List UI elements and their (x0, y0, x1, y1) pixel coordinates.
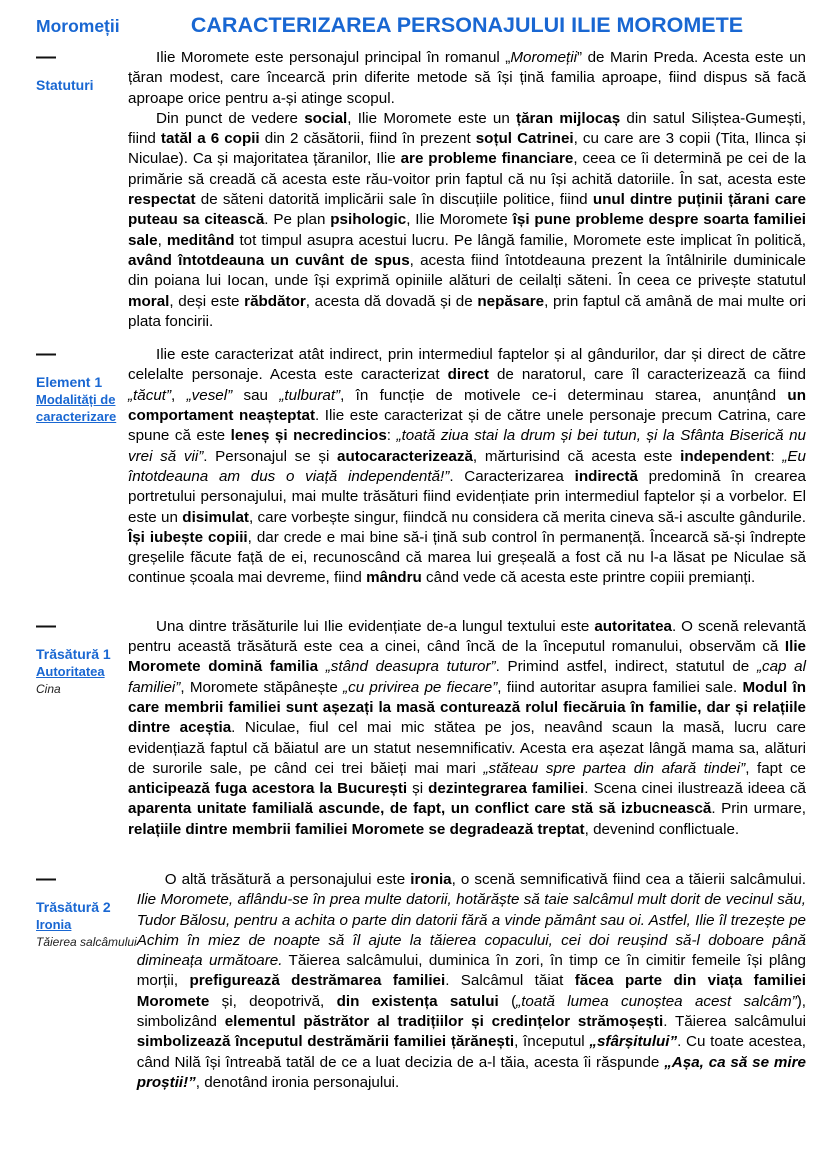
text-segment: O altă trăsătură a personajului este (164, 870, 411, 888)
text-segment: „toată ziua stai la drum și bei tutun, și la Sfânta Biserică nu vrei să vii” (128, 427, 806, 465)
text-segment: simbolizează începutul destrămării familiei țărănești (136, 1033, 515, 1051)
text-segment: mândru (366, 569, 422, 587)
text-segment: aparenta unitate familială ascunde, de fapt, un conflict care stă să izbucnească (128, 800, 712, 818)
text-segment: „vesel” (186, 386, 233, 404)
text-segment: . Cu toate acestea, când Nilă își întreabă tatăl de ce a luat decizia de a-l tăia, acesta îi răspunde (136, 1033, 806, 1071)
section-element1 (0, 345, 828, 589)
sidebar-label-trasatura1: Trăsătură 1 (36, 645, 111, 662)
text-segment: , mărturisind că acesta este (472, 447, 681, 465)
section-dash: — (36, 343, 56, 366)
text-segment: „tăcut” (128, 386, 172, 404)
text-segment: Ilie Moromete este personajul principal în romanul „ (156, 49, 511, 66)
sidebar-note-trasatura1: Cina (36, 682, 61, 697)
text-segment: independent (680, 447, 771, 465)
text-segment: Tăierea salcâmului, duminica în zori, în timp ce în cimitir femeile își plâng morții, (136, 952, 806, 990)
text-segment: țăran mijlocaș (516, 109, 621, 127)
section-dash: — (36, 46, 56, 68)
text-segment: tot timpul asupra acestui lucru. Pe lângă familie, Moromete este implicat în politică, (234, 231, 806, 249)
text-segment: având întotdeauna un cuvânt de spus (128, 251, 410, 269)
text-segment: „stând deasupra tuturor” (325, 658, 496, 676)
text-segment: făcea parte din viața familiei Moromete (136, 972, 806, 1010)
text-segment: psihologic (330, 211, 407, 229)
text-segment: „cap al familiei” (128, 658, 806, 696)
text-segment: Își iubește copiii (128, 528, 248, 546)
text-segment: . Primind astfel, indirect, statutul de (495, 658, 757, 676)
text-segment: are probleme financiare (400, 150, 574, 168)
text-segment: autoritatea (594, 617, 672, 635)
text-segment: își pune probleme despre soarta familiei sale (128, 211, 806, 249)
text-segment (318, 658, 326, 675)
text-segment: „stăteau spre partea din afară tindei” (483, 759, 746, 777)
text-segment: Din punct de vedere (156, 109, 305, 127)
text-segment: direct (447, 366, 489, 384)
text-segment: moral (128, 292, 170, 310)
text-segment: , prin faptul că amână de mai multe ori plata foncirii. (128, 292, 806, 330)
section-statuturi (0, 48, 828, 332)
section-trasatura2-text (137, 870, 828, 1093)
text-segment: , (171, 386, 187, 404)
section-dash: — (36, 867, 56, 890)
text-segment: autocaracterizează (337, 447, 473, 465)
section-element1-text (128, 345, 828, 589)
text-segment: Ilie Moromete, aflându-se în prea multe datorii, hotărăște să taie salcâmul mult dorit de vecinul său, Tudor Bălosu, pentru a achita o parte din datorii fără a vinde pământ sau oi. Astfel, Ilie îl trezește pe Achim în miez de noapte să îl ajute la tăierea copacului, cei doi reușind să-l doboare până dimineața următoare. (136, 891, 806, 970)
text-segment: și (407, 780, 429, 798)
text-segment: Modul în care membrii familiei sunt așezați la masă conturează rolul fiecăruia în familie, dar și relațiile dintre aceștia (128, 678, 806, 737)
text-segment: un comportament neașteptat (128, 386, 806, 425)
text-segment: : (386, 427, 397, 445)
text-segment: ” de Marin Preda. Acesta este un țăran modest, care încearcă prin diferite metode să își țină familia aproape, fiind dispus să facă aproape orice pentru a-și atinge scopul. (128, 49, 806, 107)
sidebar-header (0, 12, 128, 37)
paragraph (128, 345, 806, 589)
text-segment: „tulburat” (279, 386, 341, 404)
text-segment: din satul Siliștea-Gumești, fiind (128, 109, 807, 148)
text-segment: unul dintre puținii țărani care puteau sa citească (128, 191, 807, 229)
sidebar-sub-element1: Modalități de caracterizare (36, 392, 117, 424)
text-segment: ), simbolizând (136, 992, 806, 1031)
text-segment: elementul păstrător al tradițiilor și credințelor strămoșești (224, 1013, 664, 1031)
text-segment: , acesta fiind întotdeauna prezent la întâlnirile duminicale din poiana lui Iocan, unde își exprimă opiniile alături de ceilalți săteni. În ceea ce privește statutul (128, 251, 806, 290)
text-segment: soțul Catrinei (475, 130, 574, 148)
text-segment: ( (498, 992, 517, 1010)
paragraph (128, 617, 806, 840)
text-segment: , dar crede e mai bine să-i țină sub control în permanență. Încearcă să-și îndrepte greșelile făcute față de ei, recunoscând că marea lui greșeală a fost că nu l-a lăsat pe Niculae să continue școala mai devreme, fiind (128, 528, 806, 587)
page-title: CARACTERIZAREA PERSONAJULUI ILIE MOROMETE (190, 13, 744, 37)
sidebar-trasatura1 (0, 614, 128, 697)
text-segment: ironia (410, 870, 452, 888)
paragraph (137, 870, 806, 1093)
section-trasatura1-text (128, 617, 828, 840)
text-segment: , devenind conflictuale. (584, 820, 740, 838)
text-segment: , Ilie Moromete este un (347, 109, 517, 127)
text-segment: . Ilie este caracterizat și de către unele personaje precum Catrina, care spune că este (128, 407, 806, 445)
text-segment: din existența satului (336, 992, 499, 1010)
text-segment: disimulat (182, 508, 249, 526)
text-segment: , denotând ironia personajului. (195, 1073, 400, 1091)
text-segment: , fapt ce (745, 759, 806, 777)
text-segment: Moromeții (510, 49, 578, 66)
text-segment: meditând (166, 231, 235, 249)
text-segment: , care vorbește singur, fiindcă nu considera că merita cineva să-i asculte gândurile. (248, 508, 806, 526)
sidebar-trasatura2 (0, 867, 137, 950)
text-segment: , fiind autoritar asupra familiei sale. (497, 678, 743, 696)
text-segment: Ilie Moromete domină familia (128, 638, 806, 676)
sidebar-label-statuturi: Statuturi (36, 77, 94, 93)
text-segment: . O scenă relevantă pentru această trăsătură este cea a cinei, când încă de la începutul romanului, observăm că (128, 617, 806, 656)
sidebar-note-trasatura2: Tăierea salcâmului (36, 935, 137, 950)
text-segment: respectat (128, 191, 196, 209)
text-segment: „toată lumea cunoștea acest salcâm” (516, 992, 797, 1010)
text-segment: . Pe plan (264, 211, 331, 229)
text-segment: „sfârșitului” (589, 1033, 678, 1051)
text-segment: leneș și necredincios (230, 427, 387, 445)
text-segment: indirectă (574, 467, 638, 485)
text-segment: Ilie este caracterizat atât indirect, prin intermediul faptelor și al gândurilor, dar și direct de către celelalte personaje. Acesta este caracterizat (128, 346, 806, 384)
text-segment: , în funcție de motivele ce-i determinau starea, anunțând (340, 386, 788, 404)
text-segment: , Moromete stăpânește (180, 678, 344, 696)
text-segment: anticipează fuga acestora la București (128, 780, 408, 798)
paragraph (128, 109, 806, 332)
text-segment: . Caracterizarea (449, 467, 575, 485)
sidebar-sub-trasatura1: Autoritatea (36, 663, 105, 679)
text-segment: „Eu întotdeauna am dus o viață independentă!” (128, 447, 806, 485)
text-segment: . Scena cinei ilustrează ideea că (584, 780, 806, 798)
text-segment: „Așa, ca să se mire proștii!” (136, 1053, 806, 1091)
text-segment: , o scenă semnificativă fiind cea a tăierii salcâmului. (451, 870, 806, 888)
section-trasatura1 (0, 614, 828, 840)
text-segment: Una dintre trăsăturile lui Ilie evidențiate de-a lungul textului este (156, 617, 595, 635)
header-main (128, 12, 828, 38)
section-statuturi-text (128, 48, 828, 332)
sidebar-statuturi (0, 48, 128, 94)
sidebar-label-trasatura2: Trăsătură 2 (36, 898, 111, 915)
text-segment: , Ilie Moromete (406, 211, 513, 229)
section-trasatura2 (0, 867, 828, 1093)
sidebar-sub-trasatura2: Ironia (36, 916, 72, 932)
text-segment: , cu care are 3 copii (Tita, Ilinca și Niculae). Ca și majoritatea țăranilor, Ilie (128, 130, 806, 168)
text-segment: . Prin urmare, (711, 800, 806, 818)
text-segment: . Niculae, fiul cel mai mic stătea pe jos, neavând scaun la masă, lucru care evidențiază faptul că băiatul are un statut nesemnificativ. Acesta era așezat lângă mama sa, alături de surorile sale, pe când cei trei băieți mai mari (128, 719, 806, 777)
text-segment: relațiile dintre membrii familiei Moromete se degradează treptat (128, 820, 585, 838)
text-segment: , începutul (514, 1033, 590, 1051)
text-segment: , (157, 231, 167, 249)
text-segment: tatăl a 6 copii (160, 130, 260, 148)
text-segment: de naratorul, care îl caracterizează ca fiind (488, 366, 806, 384)
text-segment: : (770, 447, 783, 465)
header-row (0, 12, 828, 38)
text-segment: când vede că acesta este printre copiii premianți. (421, 569, 756, 587)
text-segment: sau (232, 386, 280, 404)
text-segment: și, deopotrivă, (209, 992, 337, 1010)
text-segment: . Personajul se și (203, 447, 337, 465)
paragraph (128, 48, 806, 109)
text-segment: . Salcâmul tăiat (445, 972, 575, 990)
text-segment: „cu privirea pe fiecare” (343, 678, 498, 696)
text-segment: predomină în crearea portretului personajului, mai multe trăsături fiind evidențiate prin intermediul faptelor și a vorbelor. El este un (128, 467, 807, 526)
section-dash: — (36, 614, 56, 637)
text-segment: , deși este (169, 292, 245, 310)
text-segment: dezintegrarea familiei (428, 780, 585, 798)
text-segment: din 2 căsătorii, fiind în prezent (259, 130, 476, 148)
text-segment: social (304, 109, 348, 127)
text-segment: , acesta dă dovadă și de (305, 292, 478, 310)
text-segment: . Tăierea salcâmului (663, 1013, 807, 1031)
doc-title: Moromeții (36, 16, 120, 36)
text-segment: răbdător (244, 292, 306, 310)
sidebar-element1 (0, 345, 128, 425)
text-segment: de săteni datorită implicării sale în discuțiile politice, fiind (195, 191, 593, 209)
sidebar-label-element1: Element 1 (36, 374, 103, 391)
text-segment: prefigurează destrămarea familiei (189, 972, 446, 990)
text-segment: nepăsare (477, 292, 545, 310)
text-segment: , ceea ce îi determină pe cei de la primărie să creadă că acesta este rău-voitor prin faptul că nu își achită datoriile. În sat, acesta este (128, 150, 806, 188)
